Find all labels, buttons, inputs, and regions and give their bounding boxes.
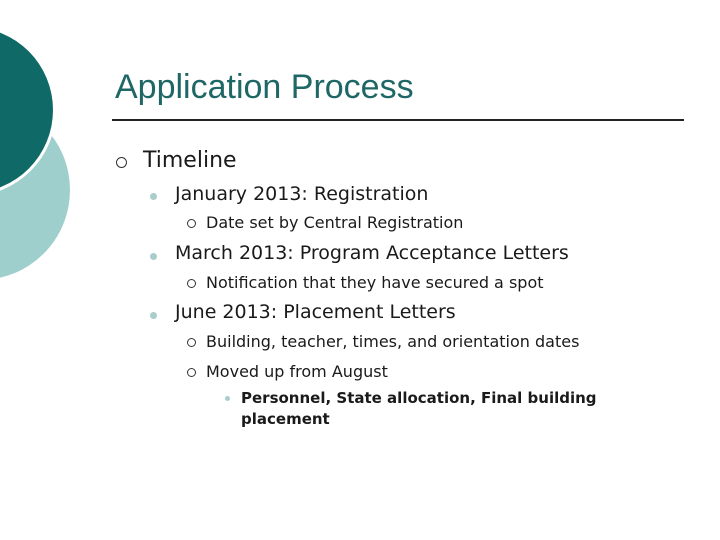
dot-bullet-icon	[150, 312, 157, 319]
open-circle-bullet-icon	[116, 157, 127, 168]
slide-title: Application Process	[115, 68, 414, 106]
bullet-june: June 2013: Placement Letters	[175, 301, 456, 323]
bullet-january-detail: Date set by Central Registration	[206, 213, 464, 232]
title-divider	[112, 119, 684, 121]
open-circle-bullet-icon	[187, 279, 196, 288]
dot-bullet-icon	[225, 396, 230, 401]
dot-bullet-icon	[150, 253, 157, 260]
bullet-january: January 2013: Registration	[175, 183, 429, 205]
open-circle-bullet-icon	[187, 219, 196, 228]
open-circle-bullet-icon	[187, 338, 196, 347]
bullet-june-detail-2: Moved up from August	[206, 362, 388, 381]
bullet-timeline: Timeline	[143, 148, 237, 173]
bullet-march-detail: Notification that they have secured a spot	[206, 273, 544, 292]
open-circle-bullet-icon	[187, 368, 196, 377]
dot-bullet-icon	[150, 193, 157, 200]
bullet-june-subdetail: Personnel, State allocation, Final building placement	[241, 389, 597, 428]
bullet-june-detail-1: Building, teacher, times, and orientation dates	[206, 332, 580, 351]
decorative-circles	[0, 0, 120, 300]
bullet-march: March 2013: Program Acceptance Letters	[175, 242, 569, 264]
